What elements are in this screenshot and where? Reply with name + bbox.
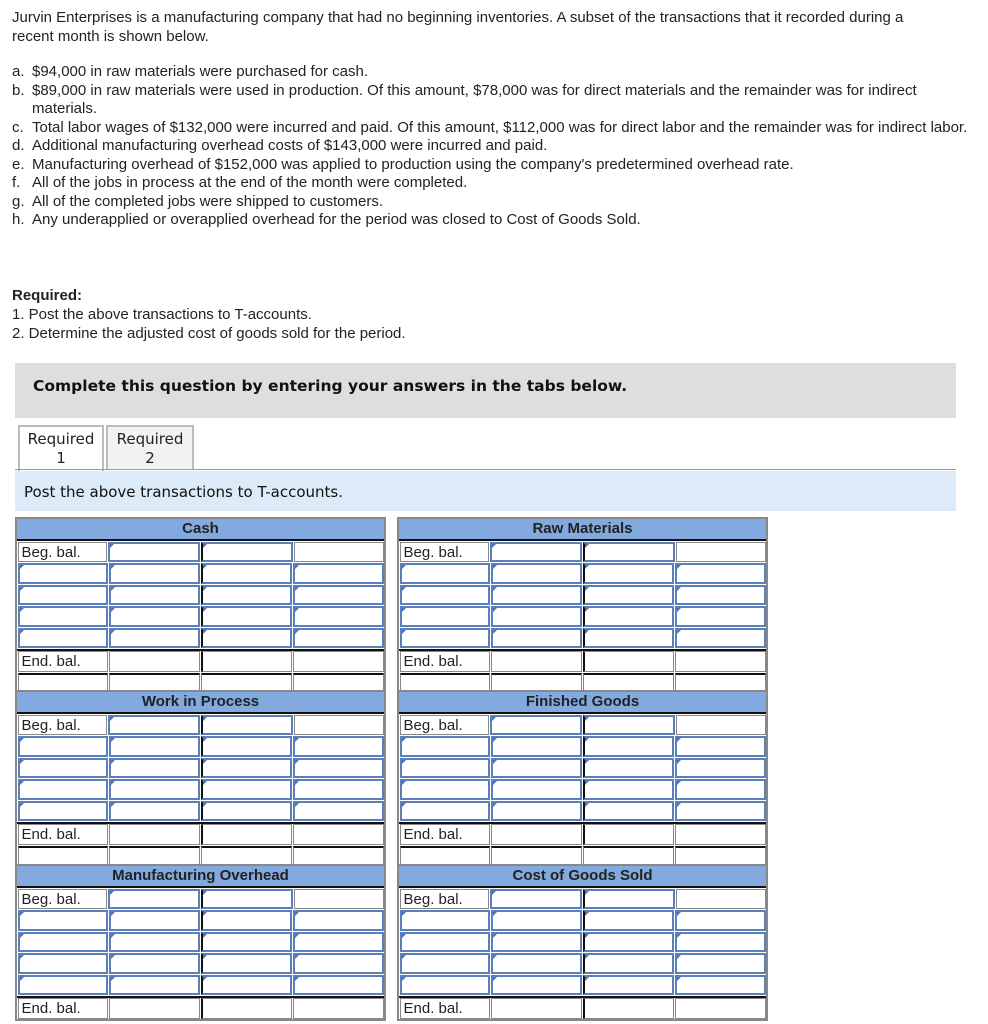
debit-amount-input[interactable] xyxy=(491,779,582,800)
debit-label-dropdown[interactable] xyxy=(18,953,109,974)
instruction-text: Post the above transactions to T-accounts. xyxy=(24,483,343,501)
entry-row xyxy=(17,953,384,975)
debit-label-dropdown[interactable] xyxy=(18,628,109,649)
empty-cell xyxy=(583,846,674,867)
credit-label-dropdown[interactable] xyxy=(201,628,292,649)
transaction-item xyxy=(12,63,972,82)
t-account-title: Work in Process xyxy=(17,692,384,714)
entry-row xyxy=(399,800,766,822)
beg-bal-row xyxy=(399,714,766,736)
empty-cell xyxy=(675,846,766,867)
beg-bal-label: Beg. bal. xyxy=(18,889,108,910)
credit-amount-input[interactable] xyxy=(293,975,384,996)
end-bal-credit-label xyxy=(583,651,675,672)
end-bal-row xyxy=(17,822,384,846)
required-section xyxy=(12,286,406,343)
beg-bal-label: Beg. bal. xyxy=(18,542,108,563)
debit-amount-input[interactable] xyxy=(108,715,200,736)
credit-label-dropdown[interactable] xyxy=(583,910,674,931)
debit-amount-input[interactable] xyxy=(490,889,582,910)
debit-amount-input[interactable] xyxy=(491,563,582,584)
end-bal-row xyxy=(399,822,766,846)
credit-label-dropdown[interactable] xyxy=(583,779,674,800)
entry-row xyxy=(17,757,384,779)
debit-label-dropdown[interactable] xyxy=(18,585,109,606)
empty-cell xyxy=(294,542,384,563)
debit-label-dropdown[interactable] xyxy=(400,736,491,757)
item-letter: g. xyxy=(12,192,25,210)
item-text: Total labor wages of $132,000 were incurred and paid. Of this amount, $112,000 was for direct labor and the remainder was for indirect labor. xyxy=(32,118,968,136)
entry-row xyxy=(399,931,766,953)
end-bal-row xyxy=(17,996,384,1020)
beg-bal-row xyxy=(17,541,384,563)
debit-amount-input[interactable] xyxy=(109,736,200,757)
entry-row xyxy=(17,584,384,606)
item-text: $94,000 in raw materials were purchased for cash. xyxy=(32,63,369,80)
debit-amount-input[interactable] xyxy=(491,910,582,931)
item-text: Manufacturing overhead of $152,000 was applied to production using the company's predetermined overhead rate. xyxy=(32,155,794,173)
end-bal-label: End. bal. xyxy=(18,651,109,672)
entry-row xyxy=(399,757,766,779)
transaction-item xyxy=(12,137,972,156)
debit-label-dropdown[interactable] xyxy=(18,758,109,779)
t-account-title: Cost of Goods Sold xyxy=(399,866,766,888)
tab-label: Required xyxy=(116,430,184,448)
credit-amount-input[interactable] xyxy=(675,758,766,779)
debit-amount-input[interactable] xyxy=(491,953,582,974)
credit-label-dropdown[interactable] xyxy=(201,736,292,757)
entry-row xyxy=(399,953,766,975)
item-text: $89,000 in raw materials were used in production. Of this amount, $78,000 was for direct materials and the remainder was for indirect materials. xyxy=(32,81,917,117)
debit-amount-input[interactable] xyxy=(491,585,582,606)
credit-label-dropdown[interactable] xyxy=(201,801,292,822)
debit-label-dropdown[interactable] xyxy=(400,779,491,800)
end-bal-debit xyxy=(109,998,200,1019)
debit-amount-input[interactable] xyxy=(108,889,200,910)
debit-amount-input[interactable] xyxy=(491,975,582,996)
credit-amount-input[interactable] xyxy=(293,606,384,627)
tab-label: Required xyxy=(27,430,95,448)
required-item-1: 1. Post the above transactions to T-accounts. xyxy=(12,306,312,323)
credit-amount-input[interactable] xyxy=(675,606,766,627)
debit-label-dropdown[interactable] xyxy=(400,801,491,822)
empty-cell xyxy=(294,889,384,910)
tab-number: 2 xyxy=(145,449,155,467)
debit-amount-input[interactable] xyxy=(109,779,200,800)
credit-label-input[interactable] xyxy=(583,715,675,736)
credit-amount-input[interactable] xyxy=(293,801,384,822)
debit-amount-input[interactable] xyxy=(491,801,582,822)
end-bal-label: End. bal. xyxy=(18,824,109,845)
entry-row xyxy=(399,974,766,996)
debit-label-dropdown[interactable] xyxy=(400,628,491,649)
empty-cell xyxy=(294,715,384,736)
credit-amount-input[interactable] xyxy=(293,628,384,649)
beg-bal-label: Beg. bal. xyxy=(18,715,108,736)
entry-row xyxy=(17,910,384,932)
end-bal-row xyxy=(399,996,766,1020)
credit-amount-input[interactable] xyxy=(293,910,384,931)
debit-label-dropdown[interactable] xyxy=(400,932,491,953)
debit-label-dropdown[interactable] xyxy=(400,606,491,627)
debit-label-dropdown[interactable] xyxy=(18,779,109,800)
credit-amount-input[interactable] xyxy=(675,585,766,606)
end-bal-credit xyxy=(293,998,384,1019)
debit-amount-input[interactable] xyxy=(490,715,582,736)
credit-amount-input[interactable] xyxy=(293,953,384,974)
t-account-title: Raw Materials xyxy=(399,519,766,541)
credit-label-dropdown[interactable] xyxy=(583,953,674,974)
debit-label-dropdown[interactable] xyxy=(18,801,109,822)
credit-label-dropdown[interactable] xyxy=(201,563,292,584)
required-heading: Required: xyxy=(12,287,83,304)
credit-label-dropdown[interactable] xyxy=(201,910,292,931)
entry-row xyxy=(399,606,766,628)
credit-amount-input[interactable] xyxy=(293,563,384,584)
credit-amount-input[interactable] xyxy=(293,736,384,757)
item-text: Additional manufacturing overhead costs of $143,000 were incurred and paid. xyxy=(32,137,548,154)
t-account-raw-materials xyxy=(397,517,768,696)
credit-label-input[interactable] xyxy=(583,889,675,910)
item-letter: d. xyxy=(12,137,25,154)
entry-row xyxy=(17,736,384,758)
end-bal-credit-label xyxy=(201,998,293,1019)
transaction-item xyxy=(12,193,972,212)
entry-row xyxy=(17,800,384,822)
item-text: All of the completed jobs were shipped to customers. xyxy=(32,192,384,210)
entry-row xyxy=(399,627,766,649)
entry-row xyxy=(399,779,766,801)
credit-amount-input[interactable] xyxy=(293,932,384,953)
credit-amount-input[interactable] xyxy=(293,758,384,779)
empty-cell xyxy=(18,846,109,867)
beg-bal-row xyxy=(399,541,766,563)
entry-row xyxy=(399,910,766,932)
end-bal-debit xyxy=(491,824,582,845)
entry-row xyxy=(399,736,766,758)
credit-amount-input[interactable] xyxy=(675,628,766,649)
credit-amount-input[interactable] xyxy=(675,910,766,931)
item-letter: e. xyxy=(12,155,25,173)
credit-label-input[interactable] xyxy=(201,715,293,736)
item-letter: b. xyxy=(12,81,25,99)
t-account-title: Finished Goods xyxy=(399,692,766,714)
required-item-2: 2. Determine the adjusted cost of goods sold for the period. xyxy=(12,325,406,342)
instruction-bar xyxy=(15,471,956,511)
debit-label-dropdown[interactable] xyxy=(18,736,109,757)
credit-label-dropdown[interactable] xyxy=(583,606,674,627)
transaction-item xyxy=(12,211,972,230)
end-bal-credit-label xyxy=(201,651,293,672)
debit-amount-input[interactable] xyxy=(491,736,582,757)
credit-amount-input[interactable] xyxy=(675,975,766,996)
credit-label-dropdown[interactable] xyxy=(583,628,674,649)
t-account-title: Cash xyxy=(17,519,384,541)
t-account-work-in-process xyxy=(15,690,386,869)
end-bal-credit-label xyxy=(583,998,675,1019)
end-bal-row xyxy=(399,649,766,673)
entry-row xyxy=(17,627,384,649)
debit-label-dropdown[interactable] xyxy=(400,585,491,606)
credit-amount-input[interactable] xyxy=(675,801,766,822)
credit-label-dropdown[interactable] xyxy=(201,758,292,779)
credit-amount-input[interactable] xyxy=(675,736,766,757)
debit-amount-input[interactable] xyxy=(491,628,582,649)
credit-label-input[interactable] xyxy=(201,542,293,563)
credit-label-dropdown[interactable] xyxy=(583,758,674,779)
credit-label-input[interactable] xyxy=(201,889,293,910)
debit-label-dropdown[interactable] xyxy=(18,563,109,584)
beg-bal-row xyxy=(17,714,384,736)
transaction-item xyxy=(12,82,972,119)
transaction-list xyxy=(12,63,972,230)
item-letter: h. xyxy=(12,211,25,228)
item-letter: a. xyxy=(12,63,25,80)
t-account-manufacturing-overhead xyxy=(15,864,386,1021)
item-letter: c. xyxy=(12,118,24,136)
credit-label-dropdown[interactable] xyxy=(583,801,674,822)
credit-label-dropdown[interactable] xyxy=(583,563,674,584)
credit-amount-input[interactable] xyxy=(675,563,766,584)
problem-intro: Jurvin Enterprises is a manufacturing company that had no beginning inventories. A subset of the transactions that it recorded during a recent month is shown below. xyxy=(12,9,904,45)
credit-amount-input[interactable] xyxy=(675,932,766,953)
credit-amount-input[interactable] xyxy=(293,585,384,606)
empty-cell xyxy=(676,715,766,736)
debit-label-dropdown[interactable] xyxy=(18,910,109,931)
debit-label-dropdown[interactable] xyxy=(400,758,491,779)
empty-cell xyxy=(491,846,582,867)
debit-label-dropdown[interactable] xyxy=(18,975,109,996)
debit-label-dropdown[interactable] xyxy=(400,910,491,931)
t-account-cash xyxy=(15,517,386,696)
end-bal-debit xyxy=(491,651,582,672)
debit-amount-input[interactable] xyxy=(109,563,200,584)
debit-amount-input[interactable] xyxy=(109,953,200,974)
credit-amount-input[interactable] xyxy=(293,779,384,800)
t-account-finished-goods xyxy=(397,690,768,869)
tab-required-1[interactable] xyxy=(18,425,104,472)
t-account-title: Manufacturing Overhead xyxy=(17,866,384,888)
credit-label-dropdown[interactable] xyxy=(583,932,674,953)
credit-amount-input[interactable] xyxy=(675,779,766,800)
debit-amount-input[interactable] xyxy=(109,758,200,779)
end-bal-label: End. bal. xyxy=(400,998,491,1019)
credit-label-dropdown[interactable] xyxy=(201,932,292,953)
debit-amount-input[interactable] xyxy=(109,628,200,649)
debit-label-dropdown[interactable] xyxy=(18,932,109,953)
item-letter: f. xyxy=(12,174,21,191)
debit-amount-input[interactable] xyxy=(109,910,200,931)
credit-label-dropdown[interactable] xyxy=(201,975,292,996)
entry-row xyxy=(399,584,766,606)
beg-bal-row xyxy=(17,888,384,910)
entry-row xyxy=(399,563,766,585)
end-bal-row xyxy=(17,649,384,673)
end-bal-credit xyxy=(293,651,384,672)
debit-amount-input[interactable] xyxy=(109,975,200,996)
end-bal-credit xyxy=(675,998,766,1019)
beg-bal-label: Beg. bal. xyxy=(400,889,490,910)
end-bal-debit xyxy=(109,824,200,845)
end-bal-credit-label xyxy=(583,824,675,845)
tab-required-2[interactable] xyxy=(106,425,194,469)
end-bal-label: End. bal. xyxy=(400,651,491,672)
debit-amount-input[interactable] xyxy=(491,606,582,627)
end-bal-credit xyxy=(675,824,766,845)
credit-label-input[interactable] xyxy=(583,542,675,563)
tab-divider xyxy=(15,469,956,470)
debit-amount-input[interactable] xyxy=(109,585,200,606)
entry-row xyxy=(17,563,384,585)
credit-label-dropdown[interactable] xyxy=(201,779,292,800)
debit-label-dropdown[interactable] xyxy=(400,563,491,584)
debit-label-dropdown[interactable] xyxy=(18,606,109,627)
debit-amount-input[interactable] xyxy=(109,606,200,627)
empty-cell xyxy=(293,846,384,867)
debit-amount-input[interactable] xyxy=(491,758,582,779)
entry-row xyxy=(17,779,384,801)
empty-cell xyxy=(109,846,200,867)
credit-label-dropdown[interactable] xyxy=(583,585,674,606)
empty-cell xyxy=(676,542,766,563)
debit-label-dropdown[interactable] xyxy=(400,953,491,974)
debit-label-dropdown[interactable] xyxy=(400,975,491,996)
end-bal-credit-label xyxy=(201,824,293,845)
debit-amount-input[interactable] xyxy=(109,932,200,953)
beg-bal-label: Beg. bal. xyxy=(400,715,490,736)
entry-row xyxy=(17,606,384,628)
t-account-cost-of-goods-sold xyxy=(397,864,768,1021)
empty-cell xyxy=(676,889,766,910)
debit-amount-input[interactable] xyxy=(490,542,582,563)
credit-label-dropdown[interactable] xyxy=(583,736,674,757)
end-bal-debit xyxy=(491,998,582,1019)
end-bal-credit xyxy=(675,651,766,672)
empty-cell xyxy=(201,846,292,867)
beg-bal-label: Beg. bal. xyxy=(400,542,490,563)
credit-amount-input[interactable] xyxy=(675,953,766,974)
transaction-item xyxy=(12,156,972,175)
end-bal-label: End. bal. xyxy=(400,824,491,845)
end-bal-credit xyxy=(293,824,384,845)
end-bal-label: End. bal. xyxy=(18,998,109,1019)
credit-label-dropdown[interactable] xyxy=(583,975,674,996)
debit-amount-input[interactable] xyxy=(491,932,582,953)
credit-label-dropdown[interactable] xyxy=(201,953,292,974)
debit-amount-input[interactable] xyxy=(108,542,200,563)
item-text: All of the jobs in process at the end of the month were completed. xyxy=(32,174,468,191)
transaction-item xyxy=(12,174,972,193)
banner-text: Complete this question by entering your answers in the tabs below. xyxy=(33,377,628,395)
instructions-banner xyxy=(15,363,956,418)
debit-amount-input[interactable] xyxy=(109,801,200,822)
credit-label-dropdown[interactable] xyxy=(201,585,292,606)
end-bal-debit xyxy=(109,651,200,672)
transaction-item xyxy=(12,119,972,138)
beg-bal-row xyxy=(399,888,766,910)
entry-row xyxy=(17,931,384,953)
credit-label-dropdown[interactable] xyxy=(201,606,292,627)
entry-row xyxy=(17,974,384,996)
item-text: Any underapplied or overapplied overhead for the period was closed to Cost of Goods Sold. xyxy=(32,211,641,228)
empty-cell xyxy=(400,846,491,867)
tab-number: 1 xyxy=(56,449,66,467)
